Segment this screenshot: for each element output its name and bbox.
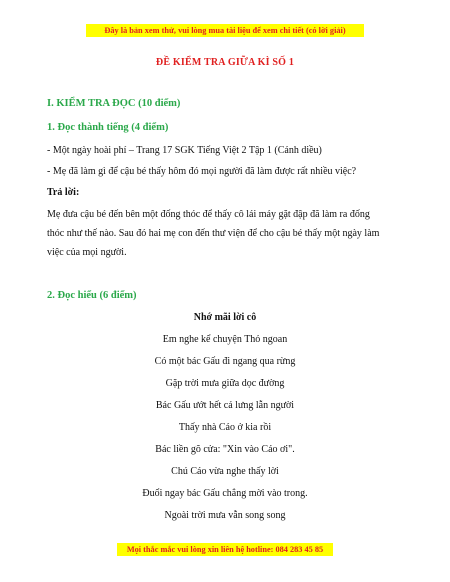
bullet-lesson: - Một ngày hoài phí – Trang 17 SGK Tiếng Việt 2 Tập 1 (Cánh diều) [47,145,322,156]
subheading-comprehension: 2. Đọc hiểu (6 điểm) [47,290,137,301]
answer-line: thóc như thế nào. Sau đó hai mẹ con đến thư viện để cho cậu bé thấy một ngày làm [47,228,380,239]
poem-line: Đuổi ngay bác Gấu chẳng mời vào trong. [142,488,308,499]
answer-line: việc của mọi người. [47,247,127,258]
poem-line: Thấy nhà Cáo ở kia rồi [178,422,272,433]
section-heading-reading: I. KIỂM TRA ĐỌC (10 điểm) [47,98,181,109]
answer-label: Trả lời: [47,187,80,198]
poem-line: Bác liền gõ cửa: "Xin vào Cáo ơi". [155,444,295,455]
poem-line: Có một bác Gấu đi ngang qua rừng [154,356,296,367]
poem-line: Em nghe kể chuyện Thỏ ngoan [162,334,288,345]
poem-title: Nhớ mãi lời cô [193,312,257,323]
poem-line: Ngoài trời mưa vẫn song song [164,510,286,521]
poem-line: Chú Cáo vừa nghe thấy lời [171,466,279,477]
bullet-question: - Mẹ đã làm gì để cậu bé thấy hôm đó mọi người đã làm được rất nhiều việc? [47,166,357,177]
exam-title: ĐỀ KIỂM TRA GIỮA KÌ SỐ 1 [155,57,295,68]
preview-notice-banner: Đây là bản xem thử, vui lòng mua tài liệu để xem chi tiết (có lời giải) [86,24,364,37]
subheading-read-aloud: 1. Đọc thành tiếng (4 điểm) [47,122,169,133]
poem-line: Gặp trời mưa giữa dọc đường [165,378,285,389]
hotline-footer-banner: Mọi thắc mắc vui lòng xin liên hệ hotline: 084 283 45 85 [117,543,333,556]
answer-line: Mẹ đưa cậu bé đến bên một đống thóc để thấy cô lái máy gặt đập đã làm ra đống [47,209,370,220]
poem-line: Bác Gấu ướt hết cả lưng lẫn người [155,400,295,411]
